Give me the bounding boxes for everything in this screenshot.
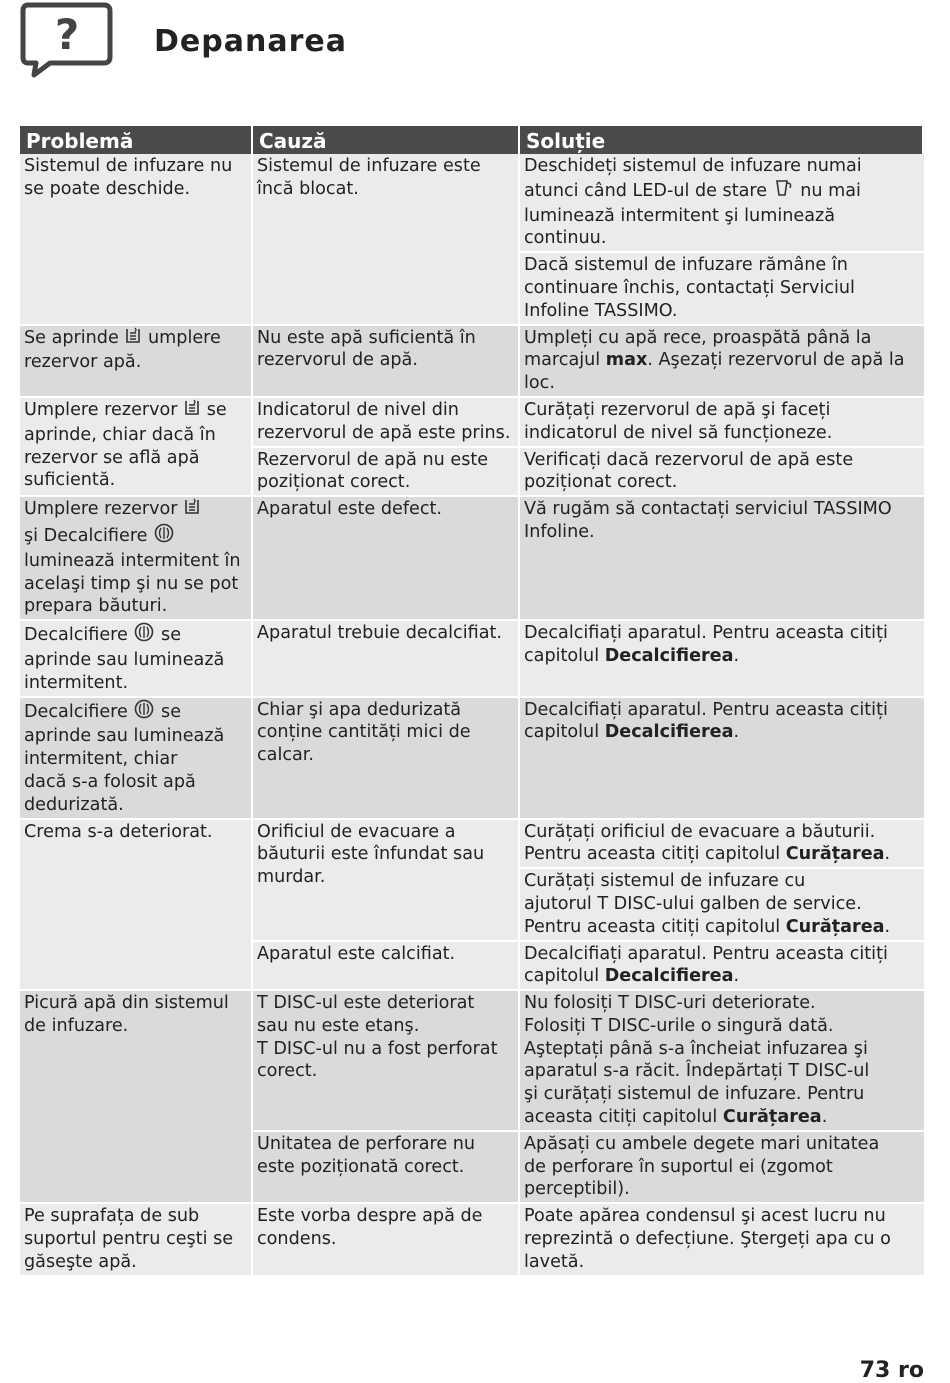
solution-item: [520, 820, 924, 870]
cell-text: se aprinde sau luminează intermitent, chiar dacă s-a folosit apă dedurizată.: [24, 701, 225, 815]
cell-text: luminează intermitent în acelaşi timp şi nu se pot prepara băuturi.: [24, 550, 241, 617]
cell-text: Decalcifiere: [24, 625, 134, 646]
cell-text: Nu este apă suficientă în rezervorul de apă.: [257, 327, 476, 371]
cell-text: Picură apă din sistemul de infuzare.: [24, 993, 229, 1036]
bold-term: Decalcifierea: [604, 966, 734, 987]
problem-cell: [20, 621, 253, 697]
cell-text: Unitatea de perforare nu este poziționată corect.: [257, 1133, 476, 1177]
cell-text: umplere rezervor apă.: [24, 327, 221, 373]
problem-cell: [20, 991, 253, 1204]
problem-cell: [20, 698, 253, 820]
water-tank-icon: [184, 399, 200, 424]
cell-text: Aparatul este calcifiat.: [257, 943, 456, 964]
problem-cell: [20, 497, 253, 621]
cause-cell: [253, 398, 520, 448]
column-header-problem: Problemă: [20, 126, 253, 154]
cause-cell: [253, 820, 520, 942]
solution-cell: [520, 398, 924, 448]
solution-item: [520, 869, 924, 939]
bold-term: Curățarea: [722, 1107, 822, 1128]
question-bubble-icon: [20, 2, 114, 78]
cell-text: Orificiul de evacuare a băuturii este înfundat sau murdar.: [257, 821, 485, 888]
solution-item: [520, 326, 924, 396]
problem-cell: [20, 1204, 253, 1276]
bold-term: Decalcifierea: [604, 722, 734, 743]
page-title: Depanarea: [154, 24, 347, 59]
cell-text: Decalcifiați aparatul. Pentru aceasta citiți capitolul: [524, 943, 888, 987]
solution-cell: [520, 497, 924, 621]
cell-text: .: [733, 645, 740, 666]
cell-text: . Aşezați rezervorul de apă la loc.: [524, 350, 905, 394]
cell-text: şi Decalcifiere: [24, 525, 148, 546]
solution-cell: [520, 621, 924, 697]
bold-term: max: [605, 350, 648, 371]
cause-cell: [253, 942, 520, 992]
cell-text: Verificați dacă rezervorul de apă este poziționat corect.: [524, 449, 854, 493]
solution-cell: [520, 698, 924, 820]
cup-status-icon: [774, 178, 794, 205]
problem-cell: [20, 326, 253, 398]
cell-text: .: [821, 1107, 828, 1128]
solution-cell: [520, 1132, 924, 1204]
cell-text: Crema s-a deteriorat.: [24, 821, 213, 842]
solution-item: [520, 497, 924, 545]
cell-text: Rezervorul de apă nu este poziționat corect.: [257, 449, 489, 493]
cause-cell: [253, 1204, 520, 1276]
bold-term: Curățarea: [785, 916, 885, 937]
cause-cell: [253, 154, 520, 326]
cell-text: Deschideți sistemul de infuzare numai atunci când LED-ul de stare: [524, 156, 862, 201]
cell-text: .: [733, 722, 740, 743]
solution-cell: [520, 1204, 924, 1276]
cell-text: .: [733, 966, 740, 987]
water-tank-icon: [184, 498, 200, 523]
cell-text: nu mai luminează intermitent şi luminează continuu.: [524, 180, 861, 249]
solution-cell: [520, 448, 924, 498]
solution-cell: [520, 942, 924, 992]
solution-cell: [520, 991, 924, 1132]
cell-text: .: [884, 916, 891, 937]
cell-text: Se aprinde: [24, 327, 125, 348]
cell-text: Sistemul de infuzare este încă blocat.: [257, 156, 481, 199]
cell-text: Poate apărea condensul şi acest lucru nu reprezintă o defecțiune. Ştergeți apa cu o lavetă.: [524, 1206, 891, 1272]
cell-text: Decalcifiați aparatul. Pentru aceasta citiți capitolul: [524, 699, 888, 743]
solution-cell: [520, 326, 924, 398]
cell-text: se aprinde sau luminează intermitent.: [24, 625, 225, 693]
cell-text: Umplere rezervor: [24, 399, 184, 420]
cell-text: Vă rugăm să contactați serviciul TASSIMO Infoline.: [524, 499, 892, 542]
cause-cell: [253, 1132, 520, 1204]
cell-text: se aprinde, chiar dacă în rezervor se află apă suficientă.: [24, 399, 227, 491]
cause-cell: [253, 621, 520, 697]
cell-text: Apăsați cu ambele degete mari unitatea de perforare în suportul ei (zgomot perceptibil).: [524, 1133, 880, 1200]
cell-text: Umplere rezervor: [24, 499, 184, 520]
descale-icon: [154, 523, 174, 550]
descale-icon: [134, 699, 154, 726]
solution-item: [520, 1204, 924, 1274]
cell-text: Curățați sistemul de infuzare cu ajutorul T DISC-ului galben de service. Pentru aceasta citiți capitolul: [524, 871, 862, 937]
solution-cell: [520, 820, 924, 942]
solution-item: [520, 621, 924, 669]
cell-text: Decalcifiere: [24, 701, 134, 722]
cell-text: Chiar şi apa dedurizată conține cantități mici de calcar.: [257, 699, 471, 766]
cell-text: Decalcifiați aparatul. Pentru aceasta citiți capitolul: [524, 623, 888, 666]
cause-cell: [253, 991, 520, 1132]
bold-term: Decalcifierea: [604, 645, 734, 666]
solution-item: [520, 154, 924, 253]
water-tank-icon: [125, 327, 141, 352]
problem-cell: [20, 820, 253, 992]
cell-text: Aparatul trebuie decalcifiat.: [257, 623, 502, 644]
cell-text: T DISC-ul este deteriorat sau nu este etanş. T DISC-ul nu a fost perforat corect.: [257, 993, 498, 1082]
cell-text: Pe suprafața de sub suportul pentru ceşti se găseşte apă.: [24, 1206, 234, 1272]
cell-text: Aparatul este defect.: [257, 499, 443, 520]
svg-text:?: ?: [54, 10, 80, 59]
cell-text: Este vorba despre apă de condens.: [257, 1206, 483, 1250]
solution-cell: [520, 154, 924, 326]
cell-text: Dacă sistemul de infuzare rămâne în continuare închis, contactați Serviciul Infoline TASSIMO.: [524, 255, 855, 321]
problem-cell: [20, 398, 253, 497]
problem-cell: [20, 154, 253, 326]
solution-item: [520, 698, 924, 746]
page-number: 73 ro: [859, 1358, 924, 1383]
descale-icon: [134, 622, 154, 649]
cell-text: Umpleți cu apă rece, proaspătă până la marcajul: [524, 327, 872, 371]
cell-text: Sistemul de infuzare nu se poate deschide.: [24, 156, 233, 199]
troubleshooting-table: [20, 126, 924, 1277]
solution-item: [520, 942, 924, 990]
bold-term: Curățarea: [785, 844, 885, 865]
cell-text: .: [884, 844, 891, 865]
cell-text: Curățați rezervorul de apă şi faceți indicatorul de nivel să funcționeze.: [524, 399, 833, 443]
cause-cell: [253, 698, 520, 820]
column-header-cause: Cauză: [253, 126, 520, 154]
cause-cell: [253, 448, 520, 498]
cell-text: Nu folosiți T DISC-uri deteriorate. Folosiți T DISC-urile o singură dată. Aşteptați până s-a încheiat infuzarea şi aparatul s-a răcit. Îndepărtați T DISC-ul şi curățați sistemul de infuzare. Pentru aceasta citiți capitolul: [524, 993, 870, 1128]
cell-text: Curățați orificiul de evacuare a băuturii. Pentru aceasta citiți capitolul: [524, 821, 876, 865]
solution-item: [520, 253, 924, 323]
cause-cell: [253, 497, 520, 621]
column-header-solution: Soluție: [520, 126, 924, 154]
cell-text: Indicatorul de nivel din rezervorul de apă este prins.: [257, 399, 511, 443]
cause-cell: [253, 326, 520, 398]
